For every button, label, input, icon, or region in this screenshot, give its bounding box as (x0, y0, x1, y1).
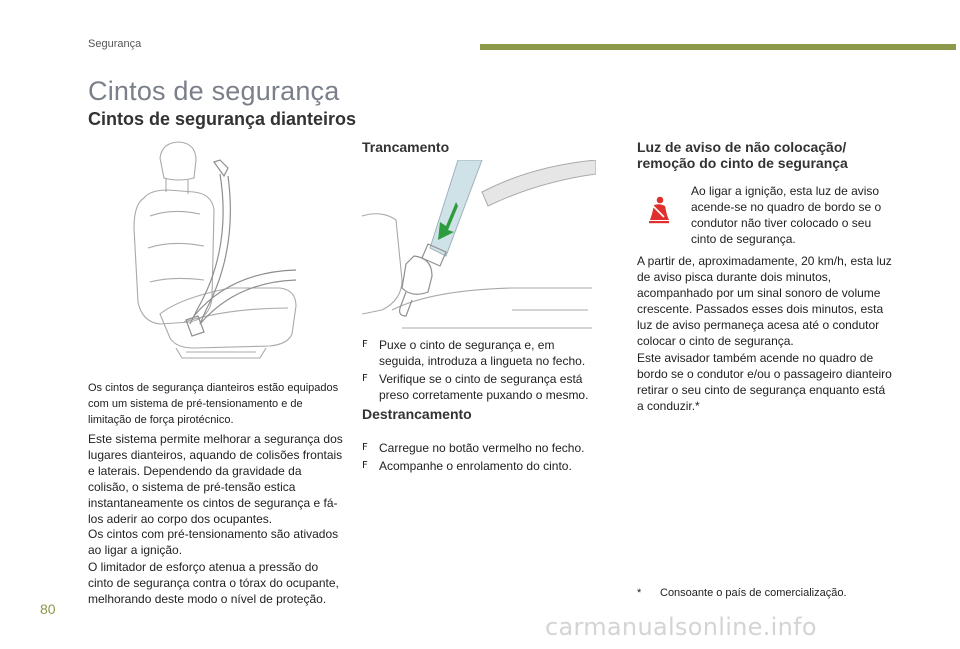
section-label: Segurança (88, 38, 142, 50)
warning-intro: Ao ligar a ignição, esta luz de aviso acende-se no quadro de bordo se o condutor não tiver colocado o seu cinto de segurança. (691, 184, 882, 246)
pretension-paragraph: Este sistema permite melhorar a segurança dos lugares dianteiros, aquando de colisões frontais e laterais. Dependendo da gravidade da colisão, o sistema de pré-tensão estica instantaneamente os cintos de segurança e fá-los aderir ao corpo dos ocupantes. (88, 432, 343, 526)
warning-light-title: Luz de aviso de não colocação/ remoção do cinto de segurança (637, 139, 848, 171)
front-seat-belt-illustration (120, 138, 310, 360)
bullet-icon: F (362, 442, 368, 453)
bullet-icon: F (362, 373, 368, 384)
activation-paragraph: Os cintos com pré-tensionamento são ativados ao ligar a ignição. (88, 527, 339, 557)
list-item: F Carregue no botão vermelho no fecho. (362, 441, 585, 455)
list-item: F Verifique se o cinto de segurança está preso corretamente puxando o mesmo. (362, 372, 589, 402)
list-item: F Acompanhe o enrolamento do cinto. (362, 459, 572, 473)
unlocking-title: Destrancamento (362, 406, 472, 422)
footnote: Consoante o país de comercialização. (660, 587, 847, 599)
footnote-star: * (637, 587, 642, 599)
list-item: F Puxe o cinto de segurança e, em seguida, introduza a lingueta no fecho. (362, 338, 586, 368)
page-number: 80 (40, 601, 56, 617)
warning-blink-paragraph: A partir de, aproximadamente, 20 km/h, esta luz de aviso pisca durante dois minutos, acompanhado por um sinal sonoro de volume crescente. Passados esses dois minutos, esta luz de aviso permaneça acesa até o condutor colocar o cinto de segurança. (637, 254, 892, 348)
page-title: Cintos de segurança (88, 76, 340, 106)
seatbelt-warning-icon (646, 196, 672, 224)
warning-unfastened-paragraph: Este avisador também acende no quadro de bordo se o condutor e/ou o passageiro dianteiro retirar o seu cinto de segurança enquanto está a conduzir.* (637, 351, 892, 413)
seat-caption: Os cintos de segurança dianteiros estão equipados com um sistema de pré-tensionamento e de limitação de força pirotécnico. (88, 382, 339, 426)
locking-steps (362, 337, 602, 405)
watermark: carmanualsonline.info (545, 613, 817, 641)
force-limiter-paragraph: O limitador de esforço atenua a pressão do cinto de segurança contra o tórax do ocupante, melhorando deste modo o nível de proteção. (88, 560, 339, 606)
header-rule (480, 44, 956, 50)
unlocking-steps (362, 440, 602, 476)
section-title: Cintos de segurança dianteiros (88, 109, 357, 129)
buckle-illustration (362, 160, 596, 330)
bullet-icon: F (362, 460, 368, 471)
bullet-icon: F (362, 339, 368, 350)
locking-title: Trancamento (362, 139, 450, 155)
